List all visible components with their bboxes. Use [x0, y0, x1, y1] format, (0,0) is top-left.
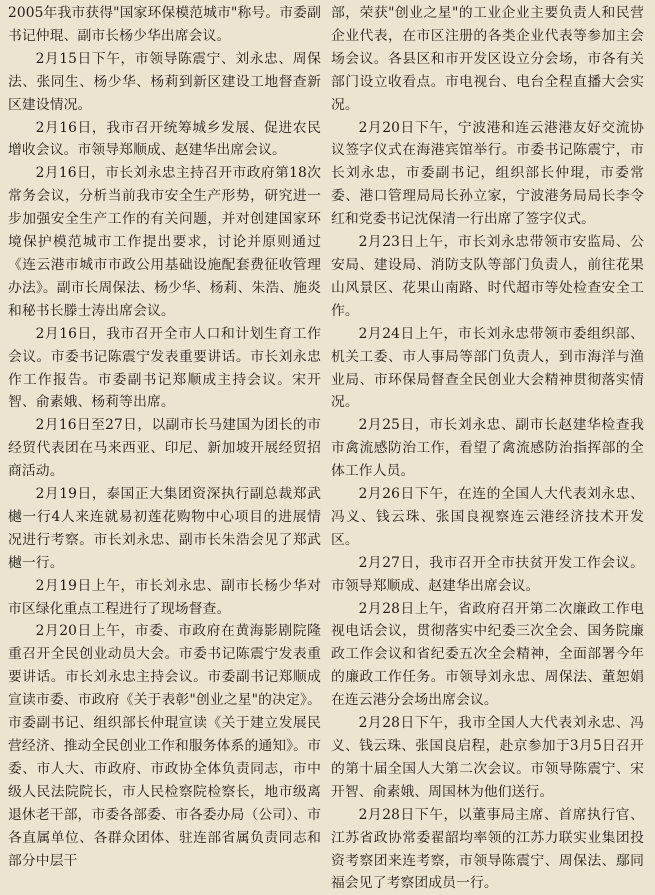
- left-column: [8, 2, 321, 869]
- paragraph: 2月23日上午，市长刘永忠带领市安监局、公安局、建设局、消防支队等部门负责人，前往花果山风景区、花果山南路、时代超市等处检查安全工作。: [331, 234, 644, 319]
- paragraph: 2005年我市获得"国家环保模范城市"称号。市委副书记仲琨、副市长杨少华出席会议。: [8, 5, 321, 44]
- paragraph: 2月16日至27日，以副市长马建国为团长的市经贸代表团在马来西亚、印尼、新加坡开展经贸招商活动。: [8, 417, 321, 480]
- paragraph: 2月16日，我市召开全市人口和计划生育工作会议。市委书记陈震宁发表重要讲话。市长刘永忠作工作报告。市委副书记郑顺成主持会议。宋开智、俞素娥、杨莉等出席。: [8, 325, 321, 411]
- paragraph: 2月24日上午，市长刘永忠带领市委组织部、机关工委、市人事局等部门负责人，到市海洋与渔业局、市环保局督查全民创业大会精神贯彻落实情况。: [331, 325, 644, 411]
- paragraph: 2月25日，市长刘永忠、副市长赵建华检查我市禽流感防治工作，看望了禽流感防治指挥部的全体工作人员。: [331, 417, 644, 480]
- paragraph: 2月20日上午，市委、市政府在黄海影剧院隆重召开全民创业动员大会。市委书记陈震宁发表重要讲话。市长刘永忠主持会议。市委副书记郑顺成宣读市委、市政府《关于表彰"创业之星"的决定》。市委副书记、组织部长仲琨宣读《关于建立发展民营经济、推动全民创业工作和服务体系的通知》。市委、市人大、市政府、市政协全体负责同志，市中级人民法院院长，市人民检察院检察长，地市级离退休老干部，市委各部委、市各委办局（公司）、市各直属单位、各群众团体、驻连部省属负责同志和部分中层干: [8, 623, 321, 869]
- paragraph: 2月15日下午，市领导陈震宁、刘永忠、周保法、张同生、杨少华、杨莉到新区建设工地督查新区建设情况。: [8, 50, 321, 113]
- paragraph: 2月28日下午，我市全国人大代表刘永忠、冯义、钱云珠、张国良启程，赴京参加于3月5日召开的第十届全国人大第二次会议。市领导陈震宁、宋开智、俞素娥、周国林为他们送行。: [331, 715, 644, 800]
- paragraph: 2月28日下午，以董事局主席、首席执行官、江苏省政协常委翟韶均率领的江苏力联实业集团投资考察团来连考察，市领导陈震宁、周保法、鄢同福会见了考察团成员一行。: [331, 806, 644, 892]
- paragraph: 2月19日上午，市长刘永忠、副市长杨少华对市区绿化重点工程进行了现场督查。: [8, 577, 321, 617]
- paragraph: 2月27日，我市召开全市扶贫开发工作会议。市领导郑顺成、赵建华出席会议。: [331, 554, 644, 594]
- paragraph: 2月16日，我市召开统筹城乡发展、促进农民增收会议。市领导郑顺成、赵建华出席会议。: [8, 119, 321, 159]
- paragraph: 2月26日下午，在连的全国人大代表刘永忠、冯义、钱云珠、张国良视察连云港经济技术开发区。: [331, 486, 644, 548]
- paragraph: 2月28日上午，省政府召开第二次廉政工作电视电话会议，贯彻落实中纪委三次全会、国务院廉政工作会议和省纪委五次全会精神，全面部署今年的廉政工作任务。市领导刘永忠、周保法、董恕娟在连云港分会场出席会议。: [331, 600, 644, 709]
- paragraph: 部，荣获"创业之星"的工业企业主要负责人和民营企业代表，在市区注册的各类企业代表等参加主会场会议。各县区和市开发区设立分会场，市各有关部门设立收看点。市电视台、电台全程直播大会实况。: [331, 5, 644, 113]
- paragraph: 2月16日，市长刘永忠主持召开市政府第18次常务会议，分析当前我市安全生产形势，研究进一步加强安全生产工作的有关问题，并对创建国家环境保护模范城市工作提出要求，讨论并原则通过《连云港市城市市政公用基础设施配套费征收管理办法》。副市长周保法、杨少华、杨莉、朱浩、施炎和秘书长滕士涛出席会议。: [8, 165, 321, 319]
- paragraph: 2月20日下午，宁波港和连云港港友好交流协议签字仪式在海港宾馆举行。市委书记陈震宁，市长刘永忠，市委副书记，组织部长仲琨，市委常委、港口管理局局长孙立家，宁波港务局局长李令红和党委书记沈保清一行出席了签字仪式。: [331, 119, 644, 228]
- right-column: [331, 2, 644, 892]
- paragraph: 2月19日，泰国正大集团资深执行副总裁郑武樾一行4人来连就易初莲花购物中心项目的进展情况进行考察。市长刘永忠、副市长朱浩会见了郑武樾一行。: [8, 486, 321, 571]
